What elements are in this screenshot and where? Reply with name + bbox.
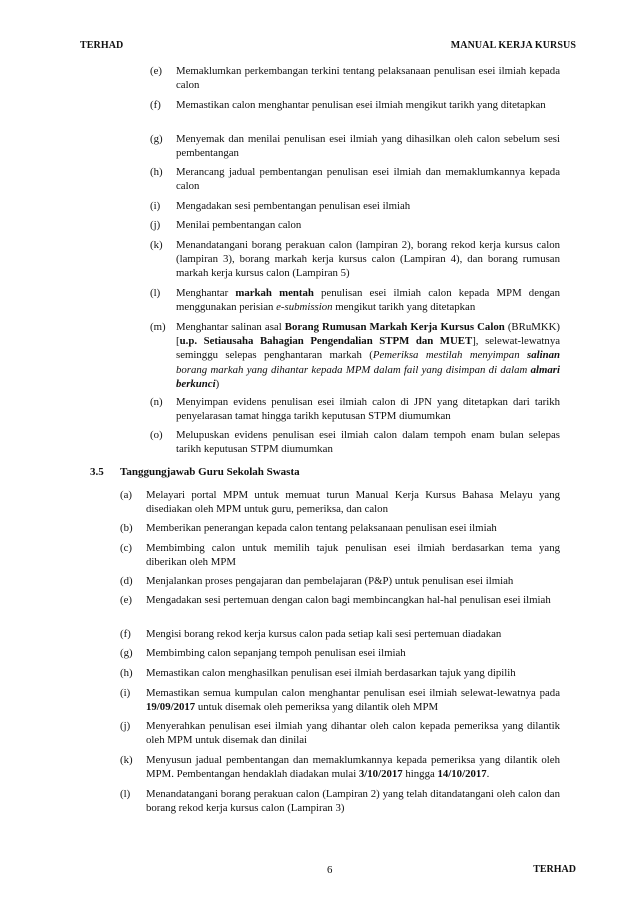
list-item xyxy=(120,753,560,781)
item-text: Menyimpan evidens penulisan esei ilmiah calon di JPN yang ditetapkan dari tarikh penyelarasan tamat hingga tarikh keputusan STPM diumumkan xyxy=(176,396,560,423)
item-text: Mengadakan sesi pertemuan dengan calon bagi membincangkan hal-hal penulisan esei ilmiah xyxy=(146,594,551,606)
item-text: Menyemak dan menilai penulisan esei ilmiah yang dihasilkan oleh calon sebelum sesi pembentangan xyxy=(176,133,560,160)
item-text: Memastikan calon menghantar penulisan esei ilmiah mengikut tarikh yang ditetapkan xyxy=(176,99,546,111)
item-label: (a) xyxy=(120,489,132,501)
item-label: (f) xyxy=(120,628,131,640)
item-label: (k) xyxy=(150,239,163,251)
item-label: (d) xyxy=(120,575,133,587)
item-text: Melupuskan evidens penulisan esei ilmiah calon dalam tempoh enam bulan selepas tarikh keputusan STPM diumumkan xyxy=(176,429,560,456)
item-text-bold: 19/09/2017 xyxy=(146,701,196,714)
item-text: Membimbing calon sepanjang tempoh penulisan esei ilmiah xyxy=(146,647,406,659)
item-text-bold: u.p. Setiausaha Bahagian Pengendalian STPM dan MUET xyxy=(179,335,473,348)
item-text-bold-italic: salinan xyxy=(527,349,561,362)
item-text: hingga xyxy=(402,768,438,781)
item-label: (j) xyxy=(150,219,161,231)
section-title: Tanggungjawab Guru Sekolah Swasta xyxy=(120,466,300,478)
item-text: Memaklumkan perkembangan terkini tentang pelaksanaan penulisan esei ilmiah kepada calon xyxy=(176,65,560,92)
item-text: Mengadakan sesi pembentangan penulisan esei ilmiah xyxy=(176,200,411,212)
item-text: Menyusun jadual pembentangan dan memaklumkannya kepada pemeriksa yang dilantik oleh MPM. Pembentangan hendaklah diadakan mulai xyxy=(146,754,560,781)
list-item xyxy=(120,719,560,747)
item-text: Menandatangani borang perakuan calon (Lampiran 2) yang telah ditandatangani oleh calon dan borang rekod kerja kursus calon (Lampiran 3) xyxy=(146,788,560,815)
item-text: Memberikan penerangan kepada calon tentang pelaksanaan penulisan esei ilmiah xyxy=(146,522,497,534)
list-item xyxy=(120,521,560,535)
list-item xyxy=(150,199,560,213)
list-item xyxy=(150,238,560,281)
item-text-bold: Borang Rumusan Markah Kerja Kursus Calon xyxy=(284,321,505,333)
list-item xyxy=(150,428,560,456)
item-text: Membimbing calon untuk memilih tajuk penulisan esei ilmiah berdasarkan tema yang diberikan oleh MPM xyxy=(146,542,560,569)
item-text: Menandatangani borang perakuan calon (lampiran 2), borang rekod kerja kursus calon (lampiran 3), borang markah kerja kursus calon (Lampiran 4), dan borang rumusan markah kerja kursus calon (Lampiran 5) xyxy=(176,239,560,280)
item-label: (g) xyxy=(120,647,133,659)
list-item xyxy=(150,132,560,160)
list-item xyxy=(120,787,560,815)
list-item xyxy=(120,666,560,680)
list-item xyxy=(120,574,560,588)
item-text-bold-italic: almari berkunci xyxy=(176,363,560,390)
list-item xyxy=(120,686,560,714)
list-item xyxy=(150,286,560,314)
item-text: Menghantar xyxy=(176,287,236,299)
item-label: (k) xyxy=(120,754,133,766)
list-item xyxy=(120,627,560,641)
section-heading xyxy=(90,466,300,478)
item-text: (BRuMKK) [ xyxy=(176,321,561,348)
list-item xyxy=(120,593,560,607)
item-label: (b) xyxy=(120,522,133,534)
item-label: (e) xyxy=(150,65,162,77)
item-label: (l) xyxy=(150,287,161,299)
item-text-bold: 14/10/2017 xyxy=(437,768,487,781)
item-text: Merancang jadual pembentangan penulisan esei ilmiah dan memaklumkannya kepada calon xyxy=(176,166,560,193)
item-label: (j) xyxy=(120,720,131,732)
item-text: . xyxy=(486,768,490,781)
item-label: (h) xyxy=(150,166,163,178)
list-item xyxy=(120,541,560,569)
list-item xyxy=(150,64,560,92)
item-text: Menghantar salinan asal xyxy=(176,321,285,333)
item-text: Menyerahkan penulisan esei ilmiah yang dihantar oleh calon kepada pemeriksa yang dilantik oleh MPM untuk disemak dan dinilai xyxy=(146,720,560,747)
item-text: Mengisi borang rekod kerja kursus calon pada setiap kali sesi pertemuan diadakan xyxy=(146,628,502,640)
list-item xyxy=(120,488,560,516)
item-text-italic: e-submission xyxy=(276,301,333,314)
item-text-italic: borang markah yang dihantar kepada MPM dalam fail yang disimpan di dalam xyxy=(176,363,531,376)
item-label: (f) xyxy=(150,99,161,111)
list-item xyxy=(120,646,560,660)
item-label: (c) xyxy=(120,542,132,554)
item-label: (l) xyxy=(120,788,131,800)
footer-classification: TERHAD xyxy=(533,864,576,875)
item-text: untuk disemak oleh pemeriksa yang dilantik oleh MPM xyxy=(195,701,439,714)
item-text: Menilai pembentangan calon xyxy=(176,219,302,231)
item-text: mengikut tarikh yang ditetapkan xyxy=(332,301,476,314)
item-text-bold: 3/10/2017 xyxy=(358,768,403,781)
item-text: penulisan esei ilmiah calon kepada MPM dengan menggunakan perisian xyxy=(176,287,560,314)
item-label: (i) xyxy=(150,200,161,212)
item-label: (n) xyxy=(150,396,163,408)
item-label: (h) xyxy=(120,667,133,679)
header-classification: TERHAD xyxy=(80,40,124,51)
item-label: (o) xyxy=(150,429,163,441)
item-text: Menjalankan proses pengajaran dan pembelajaran (P&P) untuk penulisan esei ilmiah xyxy=(146,575,514,587)
item-text: Memastikan calon menghasilkan penulisan esei ilmiah berdasarkan tajuk yang dipilih xyxy=(146,667,516,679)
page-number: 6 xyxy=(327,864,333,876)
item-label: (e) xyxy=(120,594,132,606)
section-number: 3.5 xyxy=(90,466,104,478)
item-text: Memastikan semua kumpulan calon menghantar penulisan esei ilmiah selewat-lewatnya pada xyxy=(146,687,560,699)
list-item xyxy=(150,165,560,193)
item-label: (m) xyxy=(150,321,166,333)
list-item xyxy=(150,320,560,391)
item-text-italic: Pemeriksa mestilah menyimpan xyxy=(372,349,527,362)
list-item xyxy=(150,98,560,112)
list-item xyxy=(150,218,560,232)
item-text-bold: markah mentah xyxy=(235,287,314,299)
item-text: ], selewat-lewatnya seminggu selepas penghantaran markah ( xyxy=(176,335,561,362)
item-label: (i) xyxy=(120,687,131,699)
header-title: MANUAL KERJA KURSUS xyxy=(450,40,576,51)
item-label: (g) xyxy=(150,133,163,145)
item-text: Melayari portal MPM untuk memuat turun Manual Kerja Kursus Bahasa Melayu yang disediakan oleh MPM untuk guru, pemeriksa, dan calon xyxy=(146,489,560,516)
list-item xyxy=(150,395,560,423)
item-text: ) xyxy=(215,377,220,390)
